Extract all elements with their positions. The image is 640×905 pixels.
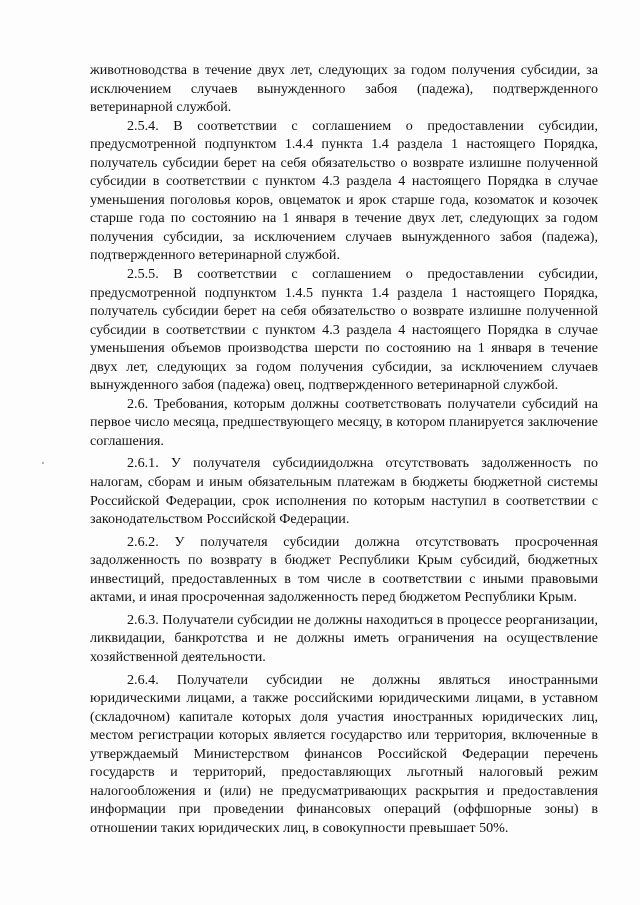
paragraph-livestock-continuation: животноводства в течение двух лет, следующих за годом получения субсидии, за исключением случаев вынужденного забоя (падежа), подтвержденного ветеринарной службой.	[90, 62, 598, 116]
paragraph-2-6-1: 2.6.1. У получателя субсидиидолжна отсутствовать задолженность по налогам, сборам и иным обязательным платежам в бюджеты бюджетной системы Российской Федерации, срок исполнения по которым наступил в соответствии с законодательством Российской Федерации.	[90, 455, 598, 528]
paragraph-2-6-2: 2.6.2. У получателя субсидии должна отсутствовать просроченная задолженность по возврату в бюджет Республики Крым субсидий, бюджетных инвестиций, предоставленных в том числе в соответствии с иными правовыми актами, и иная просроченная задолженность перед бюджетом Республики Крым.	[90, 533, 598, 606]
document-body	[90, 61, 598, 837]
paragraph-2-5-5: 2.5.5. В соответствии с соглашением о предоставлении субсидии, предусмотренной подпунктом 1.4.5 пункта 1.4 раздела 1 настоящего Порядка, получатель субсидии берет на себя обязательство о возврате излишне полученной субсидии в соответствии с пунктом 4.3 раздела 4 настоящего Порядка в случае уменьшения объемов производства шерсти по состоянию на 1 января в течение двух лет, следующих за годом получения субсидии, за исключением случаев вынужденного забоя (падежа) овец, подтвержденного ветеринарной службой.	[90, 266, 598, 394]
paragraph-2-6: 2.6. Требования, которым должны соответствовать получатели субсидий на первое число месяца, предшествующего месяцу, в котором планируется заключение соглашения.	[90, 395, 598, 449]
paragraph-2-5-4: 2.5.4. В соответствии с соглашением о предоставлении субсидии, предусмотренной подпунктом 1.4.4 пункта 1.4 раздела 1 настоящего Порядка, получатель субсидии берет на себя обязательство о возврате излишне полученной субсидии в соответствии с пунктом 4.3 раздела 4 настоящего Порядка в случае уменьшения поголовья коров, овцематок и ярок старше года, козоматок и козочек старше года по состоянию на 1 января в течение двух лет, следующих за годом получения субсидии, за исключением случаев вынужденного забоя (падежа), подтвержденного ветеринарной службой.	[90, 117, 598, 264]
paragraph-2-6-3: 2.6.3. Получатели субсидии не должны находиться в процессе реорганизации, ликвидации, банкротства и не должны иметь ограничения на осуществление хозяйственной деятельности.	[90, 611, 598, 665]
paragraph-2-6-4: 2.6.4. Получатели субсидии не должны являться иностранными юридическими лицами, а также российскими юридическими лицами, в уставном (складочном) капитале которых доля участия иностранных юридических лиц, местом регистрации которых является государство или территория, включенные в утверждаемый Министерством финансов Российской Федерации перечень государств и территорий, предоставляющих льготный налоговый режим налогообложения и (или) не предусматривающих раскрытия и предоставления информации при проведении финансовых операций (оффшорные зоны) в отношении таких юридических лиц, в совокупности превышает 50%.	[90, 671, 598, 836]
margin-speck	[42, 462, 44, 464]
